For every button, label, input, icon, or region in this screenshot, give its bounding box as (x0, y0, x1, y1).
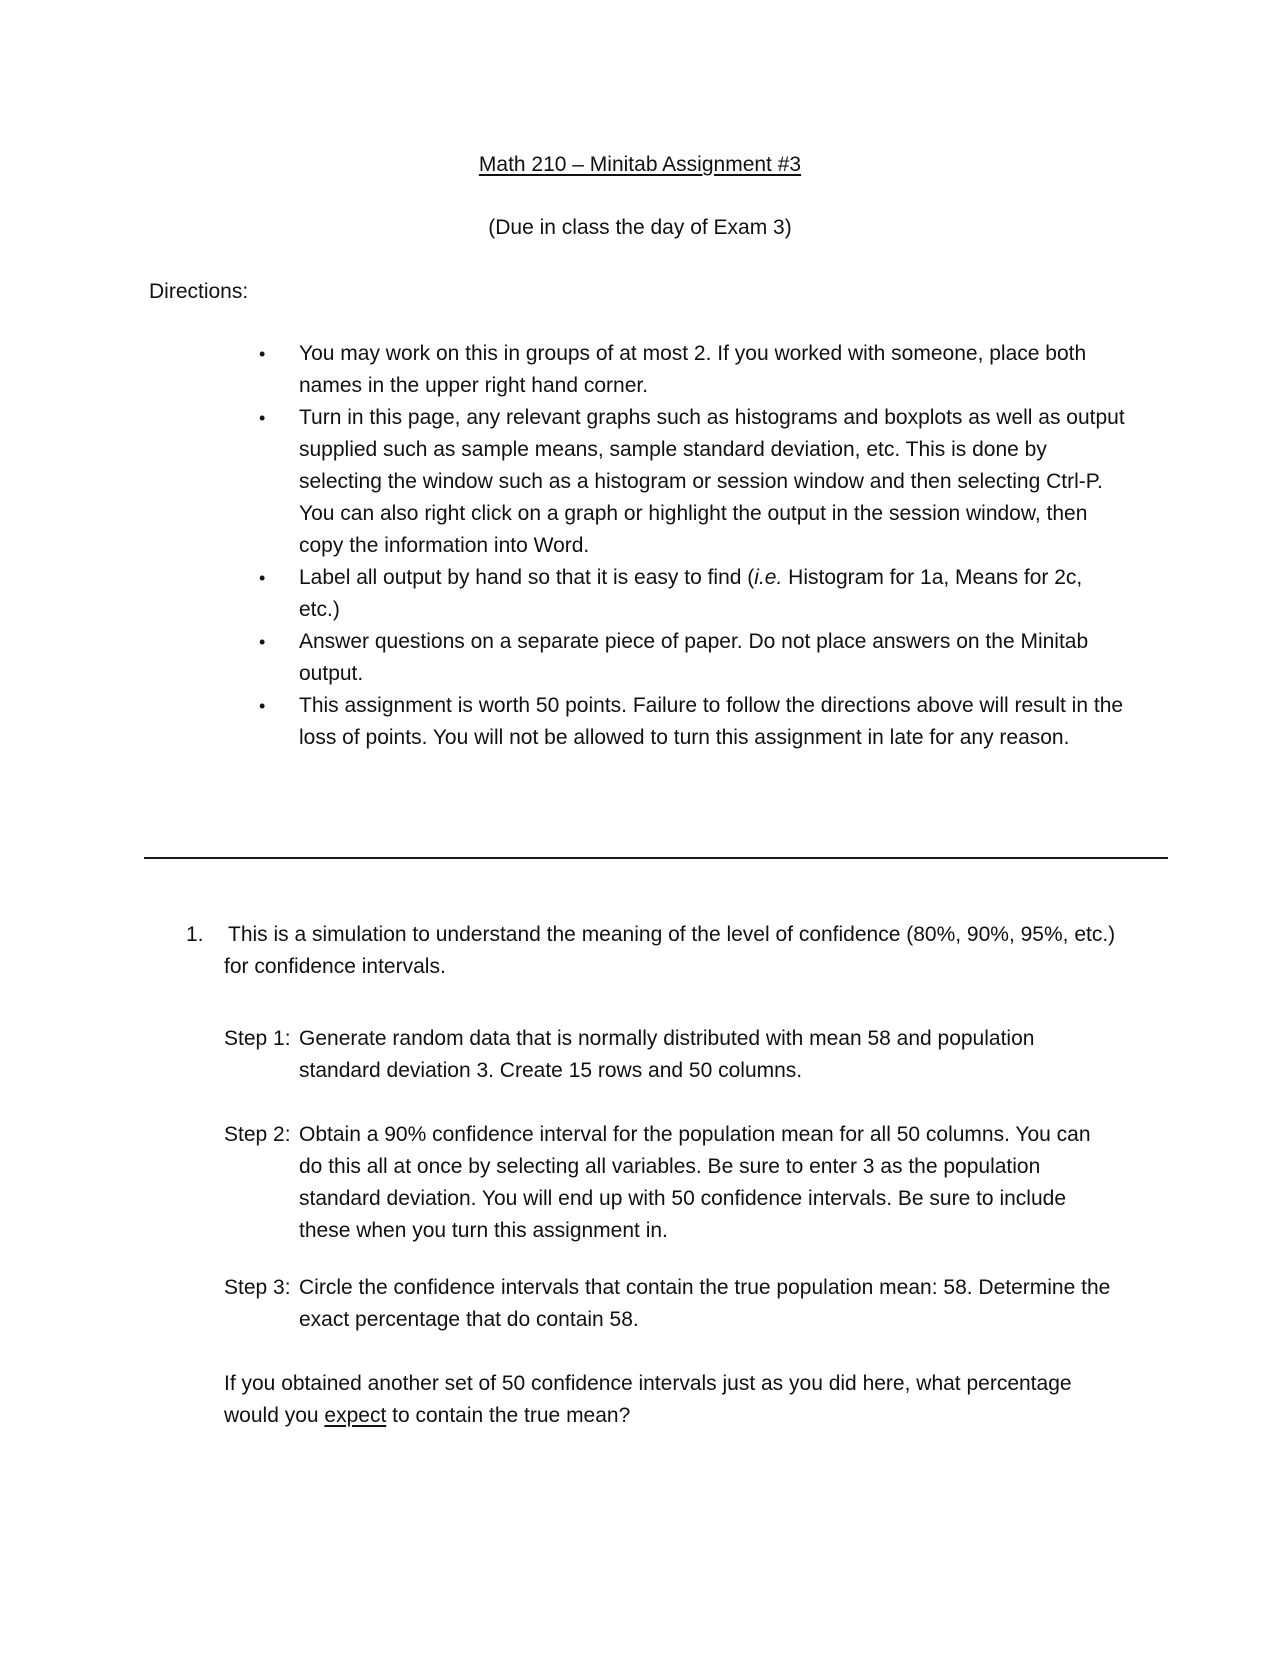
step-label: Step 1: (224, 1027, 291, 1050)
final-question-underlined: expect (324, 1404, 387, 1427)
final-question (224, 1368, 1084, 1432)
horizontal-divider (144, 857, 1168, 859)
directions-item-text: Answer questions on a separate piece of paper. Do not place answers on the Minitab output. (299, 630, 1089, 685)
directions-label: Directions: (149, 280, 249, 303)
bullet-icon: • (259, 568, 266, 588)
directions-item (256, 690, 1126, 754)
question-text-line-2: for confidence intervals. (224, 955, 446, 978)
directions-item-text: Turn in this page, any relevant graphs such as histograms and boxplots as well as output supplied such as sample means, sample standard deviation, etc. This is done by selecting the window such as a histogram or session window and then selecting Ctrl-P. You can also right click on a graph or highlight the output in the session window, then copy the information into Word. (299, 406, 1125, 557)
question-text-line-1: This is a simulation to understand the meaning of the level of confidence (80%, 90%, 95%, etc.) (228, 923, 1116, 946)
step-text: Circle the confidence intervals that contain the true population mean: 58. Determine the exact percentage that do contain 58. (299, 1276, 1111, 1331)
step-label: Step 3: (224, 1276, 291, 1299)
question-number: 1. (186, 923, 204, 946)
directions-item-text-start: Label all output by hand so that it is easy to find ( (299, 566, 755, 589)
directions-item-text (299, 566, 1082, 621)
directions-list (256, 338, 1126, 754)
directions-item-text: This assignment is worth 50 points. Failure to follow the directions above will result in the loss of points. You will not be allowed to turn this assignment in late for any reason. (299, 694, 1124, 749)
directions-item-text: You may work on this in groups of at most 2. If you worked with someone, place both names in the upper right hand corner. (299, 342, 1087, 397)
step-label: Step 2: (224, 1123, 291, 1146)
page-title: Math 210 – Minitab Assignment #3 (478, 153, 802, 176)
directions-item (256, 338, 1126, 402)
bullet-icon: • (259, 696, 266, 716)
directions-item-text-end: Histogram for 1a, Means for 2c, etc.) (299, 566, 1083, 621)
bullet-icon: • (259, 632, 266, 652)
final-question-text-start: If you obtained another set of 50 confidence intervals just as you did here, what percentage would you (224, 1372, 1072, 1427)
directions-item (256, 626, 1126, 690)
page-subtitle: (Due in class the day of Exam 3) (488, 216, 792, 239)
step-text: Obtain a 90% confidence interval for the population mean for all 50 columns. You can do this all at once by selecting all variables. Be sure to enter 3 as the population standard deviation. You will end up with 50 confidence intervals. Be sure to include these when you turn this assignment in. (299, 1123, 1091, 1242)
bullet-icon: • (259, 344, 266, 364)
final-question-text-end: to contain the true mean? (386, 1404, 631, 1427)
directions-item (256, 562, 1126, 626)
step-text: Generate random data that is normally distributed with mean 58 and population standard deviation 3. Create 15 rows and 50 columns. (299, 1027, 1035, 1082)
directions-item (256, 402, 1126, 562)
directions-item-italic: i.e. (754, 566, 783, 589)
bullet-icon: • (259, 408, 266, 428)
